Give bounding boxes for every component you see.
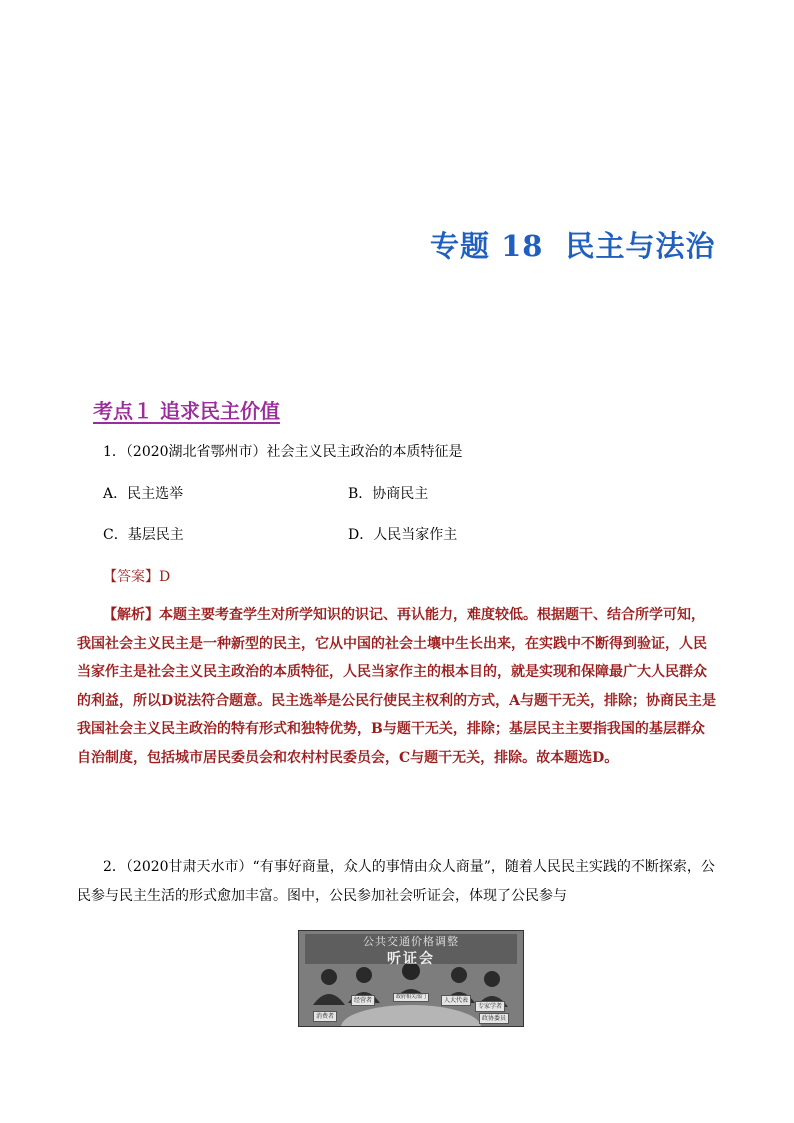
placard: 消费者 xyxy=(313,1011,337,1022)
participant-head xyxy=(451,967,467,983)
participant-head xyxy=(356,967,372,983)
option-d: D．人民当家作主 xyxy=(348,527,458,543)
participant-head xyxy=(321,969,337,985)
participant-head xyxy=(484,971,500,987)
option-a: A．民主选举 xyxy=(103,486,184,502)
placard: 政府相关部门 xyxy=(393,993,429,1002)
title-prefix: 专题 xyxy=(430,229,491,263)
page-title xyxy=(430,224,716,265)
option-c: C．基层民主 xyxy=(103,527,184,543)
question-2-stem: 2．（2020甘肃天水市）“有事好商量，众人的事情由众人商量”，随着人民民主实践的不断探索，公民参与民主生活的形式愈加丰富。图中，公民参加社会听证会，体现了公民参与 xyxy=(77,859,715,904)
placard: 经营者 xyxy=(351,995,375,1006)
placard: 人大代表 xyxy=(441,995,471,1006)
hearing-photo xyxy=(298,930,524,1027)
analysis-paragraph: 【解析】本题主要考查学生对所学知识的识记、再认能力，难度较低。根据题干、结合所学可知，我国社会主义民主是一种新型的民主，它从中国的社会土壤中生长出来，在实践中不断得到验证，人民当家作主是社会主义民主政治的本质特征，人民当家作主的根本目的，就是实现和保障最广大人民群众的利益，所以D说法符合题意。民主选举是公民行使民主权利的方式，A与题干无关，排除；协商民主是我国社会主义民主政治的特有形式和独特优势，B与题干无关，排除；基层民主主要指我国的基层群众自治制度，包括城市居民委员会和农村村民委员会，C与题干无关，排除。故本题选D。 xyxy=(77,607,717,766)
photo-banner-title: 公共交通价格调整 xyxy=(363,935,459,948)
title-topic: 民主与法治 xyxy=(565,229,716,263)
title-number: 18 xyxy=(501,229,544,263)
placard: 专家学者 xyxy=(475,1001,505,1012)
section-heading: 考点１ 追求民主价值 xyxy=(93,399,280,423)
answer-line: 【答案】D xyxy=(103,569,171,585)
option-b: B．协商民主 xyxy=(348,486,429,502)
placard: 政协委员 xyxy=(479,1013,509,1024)
question-1-stem: 1．（2020湖北省鄂州市）社会主义民主政治的本质特征是 xyxy=(103,444,463,460)
photo-banner-subtitle: 听证会 xyxy=(387,951,435,967)
